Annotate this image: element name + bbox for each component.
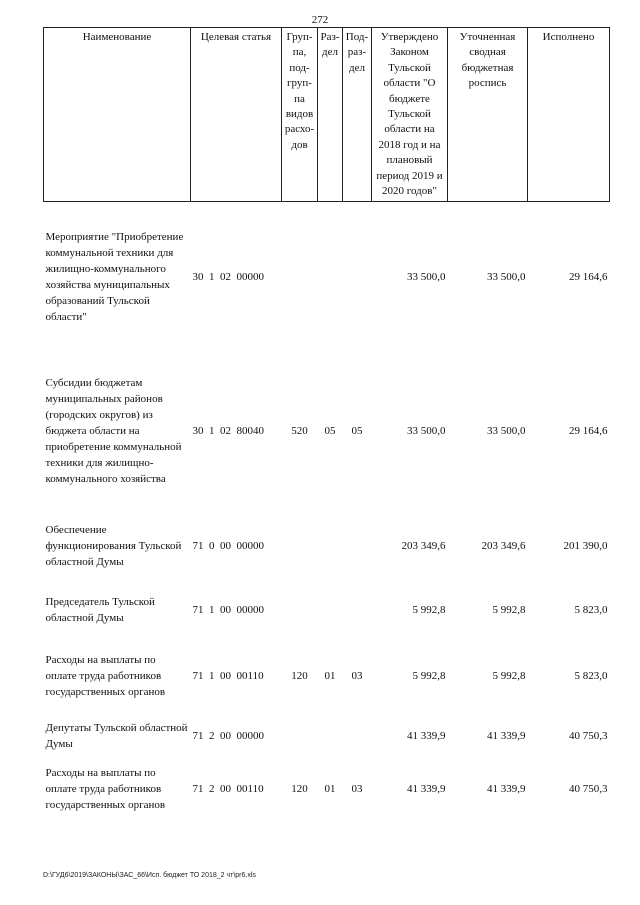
row-section: 01	[324, 783, 336, 796]
budget-table	[43, 27, 610, 822]
row-refined: 5 992,8	[492, 604, 526, 617]
row-section: 01	[324, 670, 336, 683]
row-code: 71 1 00 00110	[192, 670, 264, 683]
header-section: Раз-дел	[318, 28, 343, 202]
header-refined: Уточненная сводная бюджетная роспись	[448, 28, 528, 202]
row-executed: 29 164,6	[569, 271, 608, 284]
row-refined: 41 339,9	[487, 783, 526, 796]
page-number: 272	[311, 14, 329, 26]
row-section	[318, 716, 343, 758]
header-target: Целевая статья	[191, 28, 282, 202]
row-approved: 33 500,0	[407, 271, 446, 284]
row-code: 71 2 00 00110	[192, 783, 264, 796]
row-group: 120	[291, 783, 308, 796]
row-name: Мероприятие "Приобретение коммунальной техники для жилищно-коммунального хозяйства муниципальных образований Тульской области"	[45, 231, 184, 323]
header-subsection: Под-раз-дел	[343, 28, 372, 202]
row-approved: 5 992,8	[412, 670, 446, 683]
row-group	[282, 202, 318, 354]
row-code: 30 1 02 00000	[192, 271, 264, 284]
row-name: Расходы на выплаты по оплате труда работников государственных органов	[45, 653, 166, 698]
row-executed: 201 390,0	[563, 540, 608, 553]
row-section	[318, 202, 343, 354]
row-group: 520	[291, 425, 308, 438]
table-header-row	[44, 28, 610, 202]
row-name: Депутаты Тульской областной Думы	[45, 721, 188, 750]
row-refined: 33 500,0	[487, 271, 526, 284]
row-subsection	[343, 510, 372, 584]
row-executed: 40 750,3	[569, 730, 608, 743]
row-subsection: 05	[351, 425, 363, 438]
row-code: 71 0 00 00000	[192, 540, 264, 553]
row-executed: 5 823,0	[574, 604, 608, 617]
row-subsection: 03	[351, 670, 363, 683]
row-name: Субсидии бюджетам муниципальных районов (городских округов) из бюджета области на приобретение коммунальной техники для жилищно-коммунального хозяйства	[45, 377, 182, 485]
table-row	[44, 758, 610, 822]
row-section	[318, 510, 343, 584]
table-row	[44, 584, 610, 638]
row-group: 120	[291, 670, 308, 683]
row-refined: 41 339,9	[487, 730, 526, 743]
row-subsection: 03	[351, 783, 363, 796]
row-group	[282, 584, 318, 638]
row-group	[282, 716, 318, 758]
row-subsection	[343, 584, 372, 638]
row-code: 71 2 00 00000	[192, 730, 264, 743]
row-approved: 41 339,9	[407, 783, 446, 796]
row-section: 05	[324, 425, 336, 438]
row-executed: 5 823,0	[574, 670, 608, 683]
table-row	[44, 354, 610, 510]
row-name: Председатель Тульской областной Думы	[45, 595, 155, 624]
row-refined: 5 992,8	[492, 670, 526, 683]
header-approved: Утверждено Законом Тульской области "О бюджете Тульской области на 2018 год и на плановый период 2019 и 2020 годов"	[372, 28, 448, 202]
row-approved: 203 349,6	[401, 540, 446, 553]
table-row	[44, 202, 610, 354]
row-name: Обеспечение функционирования Тульской областной Думы	[45, 523, 182, 568]
table-row	[44, 716, 610, 758]
header-executed: Исполнено	[528, 28, 610, 202]
row-approved: 5 992,8	[412, 604, 446, 617]
row-approved: 33 500,0	[407, 425, 446, 438]
row-executed: 29 164,6	[569, 425, 608, 438]
row-subsection	[343, 202, 372, 354]
row-code: 30 1 02 80040	[192, 425, 264, 438]
row-group	[282, 510, 318, 584]
row-approved: 41 339,9	[407, 730, 446, 743]
row-executed: 40 750,3	[569, 783, 608, 796]
row-section	[318, 584, 343, 638]
header-name: Наименование	[44, 28, 191, 202]
table-row	[44, 638, 610, 716]
row-name: Расходы на выплаты по оплате труда работников государственных органов	[45, 766, 166, 811]
row-refined: 203 349,6	[481, 540, 526, 553]
row-refined: 33 500,0	[487, 425, 526, 438]
table-body	[44, 202, 610, 822]
header-group: Груп-па, под-груп-па видов расхо-дов	[282, 28, 318, 202]
file-path-footer: D:\ГУД6\2019\ЗАКОНЫ\ЗАС_66\Исп. бюджет ТО 2018_2 чт\pr6.xls	[43, 872, 256, 879]
table-row	[44, 510, 610, 584]
row-subsection	[343, 716, 372, 758]
row-code: 71 1 00 00000	[192, 604, 264, 617]
